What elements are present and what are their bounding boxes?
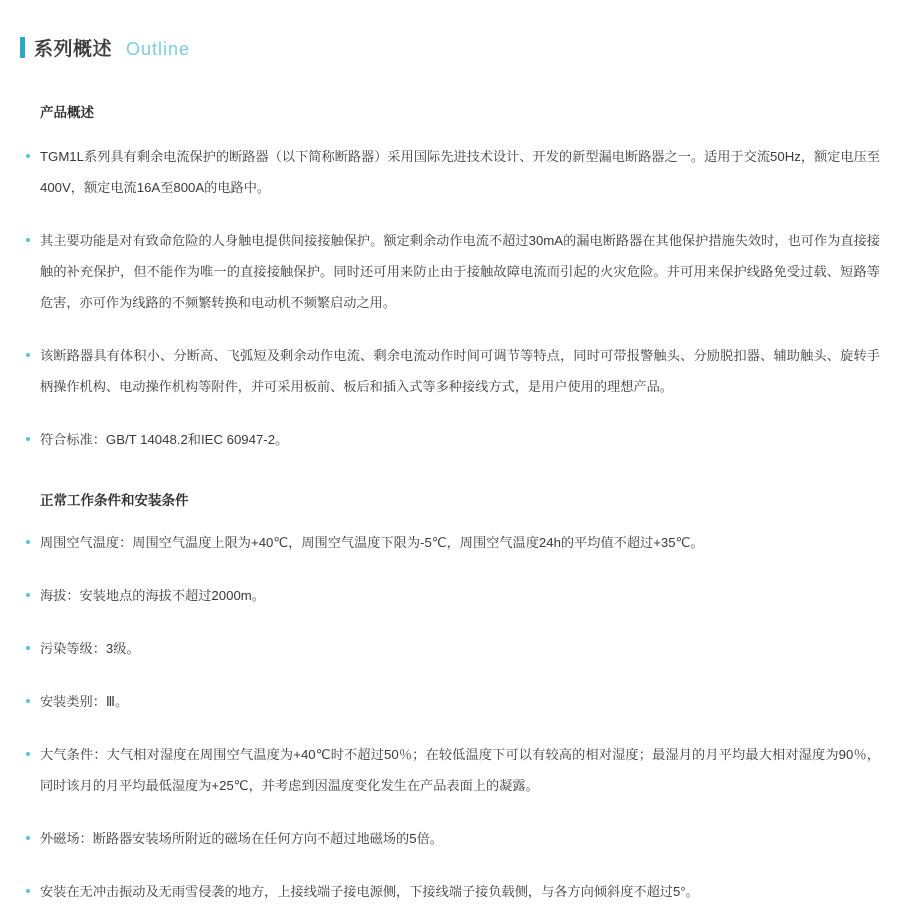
list-item <box>20 686 880 717</box>
list-item <box>20 141 880 203</box>
bullet-dot-icon <box>26 353 30 357</box>
operating-conditions-list <box>20 527 880 907</box>
list-item-text: 大气条件：大气相对湿度在周围空气温度为+40℃时不超过50％；在较低温度下可以有较高的相对湿度；最湿月的月平均最大相对湿度为90％，同时该月的月平均最低湿度为+25℃，并考虑到因温度变化发生在产品表面上的凝露。 <box>40 747 880 793</box>
list-item-text: 污染等级：3级。 <box>40 641 140 656</box>
product-overview-list <box>20 141 880 455</box>
bullet-dot-icon <box>26 699 30 703</box>
section-header <box>20 34 880 61</box>
list-item <box>20 527 880 558</box>
bullet-dot-icon <box>26 238 30 242</box>
list-item-text: TGM1L系列具有剩余电流保护的断路器（以下简称断路器）采用国际先进技术设计、开发的新型漏电断路器之一。适用于交流50Hz，额定电压至400V，额定电流16A至800A的电路中。 <box>40 149 880 195</box>
bullet-dot-icon <box>26 646 30 650</box>
list-item <box>20 633 880 664</box>
list-item <box>20 876 880 907</box>
list-item <box>20 739 880 801</box>
bullet-dot-icon <box>26 154 30 158</box>
list-item <box>20 823 880 854</box>
list-item <box>20 340 880 402</box>
list-item <box>20 225 880 318</box>
accent-bar-icon <box>20 37 25 58</box>
bullet-dot-icon <box>26 836 30 840</box>
list-item <box>20 580 880 611</box>
subheading-product-overview: 产品概述 <box>40 105 94 120</box>
bullet-dot-icon <box>26 752 30 756</box>
bullet-dot-icon <box>26 593 30 597</box>
bullet-dot-icon <box>26 437 30 441</box>
list-item-text: 周围空气温度：周围空气温度上限为+40℃，周围空气温度下限为-5℃，周围空气温度24h的平均值不超过+35℃。 <box>40 535 704 550</box>
list-item-text: 其主要功能是对有致命危险的人身触电提供间接接触保护。额定剩余动作电流不超过30mA的漏电断路器在其他保护措施失效时，也可作为直接接触的补充保护，但不能作为唯一的直接接触保护。同时还可用来防止由于接触故障电流而引起的火灾危险。并可用来保护线路免受过载、短路等危害，亦可作为线路的不频繁转换和电动机不频繁启动之用。 <box>40 233 880 310</box>
page-title-english: Outline <box>126 39 191 59</box>
list-item-text: 安装类别：Ⅲ。 <box>40 694 129 709</box>
list-item-text: 外磁场：断路器安装场所附近的磁场在任何方向不超过地磁场的5倍。 <box>40 831 443 846</box>
page-title: 系列概述 <box>34 39 113 60</box>
bullet-dot-icon <box>26 540 30 544</box>
list-item-text: 海拔：安装地点的海拔不超过2000m。 <box>40 588 265 603</box>
list-item-text: 安装在无冲击振动及无雨雪侵袭的地方，上接线端子接电源侧，下接线端子接负载侧，与各方向倾斜度不超过5°。 <box>40 884 699 899</box>
bullet-dot-icon <box>26 889 30 893</box>
list-item <box>20 424 880 455</box>
subheading-operating-conditions: 正常工作条件和安装条件 <box>40 493 189 508</box>
list-item-text: 该断路器具有体积小、分断高、飞弧短及剩余动作电流、剩余电流动作时间可调节等特点，同时可带报警触头、分励脱扣器、辅助触头、旋转手柄操作机构、电动操作机构等附件，并可采用板前、板后和插入式等多种接线方式，是用户使用的理想产品。 <box>40 348 880 394</box>
list-item-text: 符合标准：GB/T 14048.2和IEC 60947-2。 <box>40 432 289 447</box>
document-page <box>0 34 900 899</box>
